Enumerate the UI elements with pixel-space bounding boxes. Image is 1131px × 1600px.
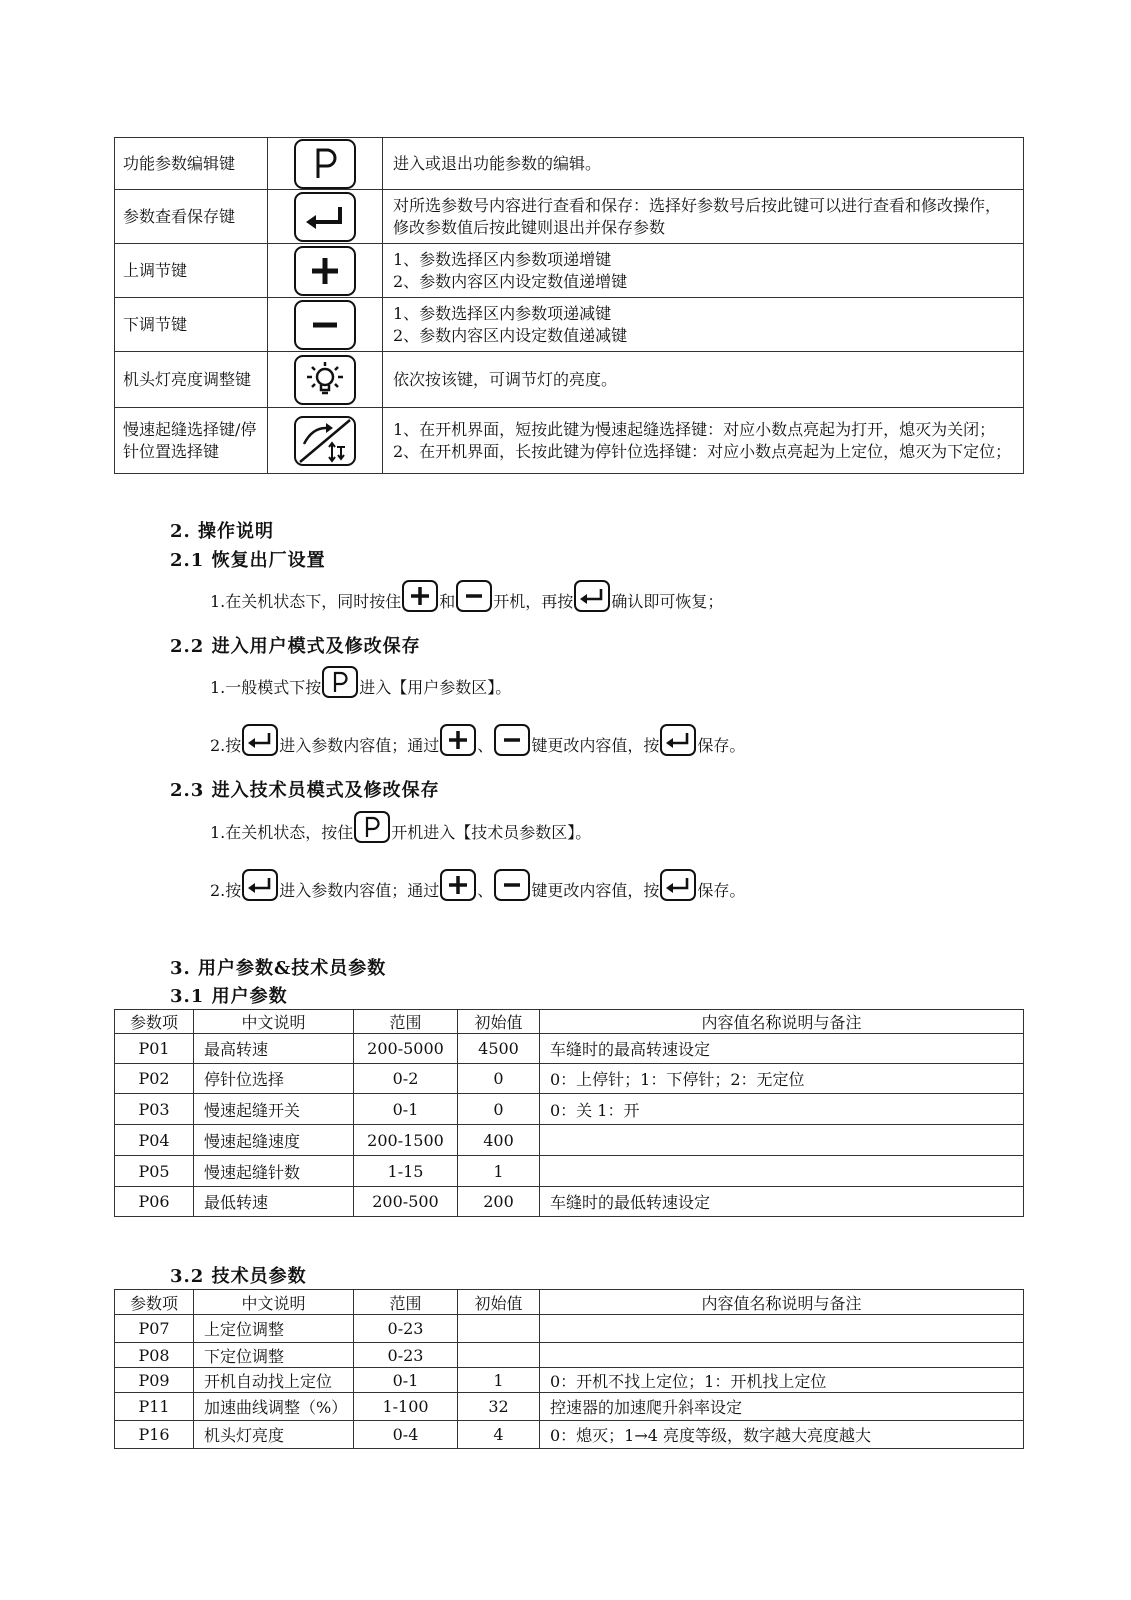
tech-mode-line-1: 1.在关机状态，按住 开机进入【技术员参数区】。 <box>210 811 591 843</box>
param-default-cell: 4500 <box>458 1034 540 1064</box>
param-id-cell: P04 <box>115 1125 194 1156</box>
tech-mode-line-2: 2.按 进入参数内容值；通过 、 键更改内容值，按 保存。 <box>210 869 745 901</box>
table-row <box>115 1343 1024 1368</box>
enter-key-icon <box>242 724 278 756</box>
enter-key-icon <box>660 724 696 756</box>
header-cell: 初始值 <box>458 1290 540 1315</box>
key-desc-line: 1、参数选择区内参数项递减键 <box>393 303 612 323</box>
table-header-row <box>115 1010 1024 1034</box>
param-range-cell: 200-5000 <box>354 1034 458 1064</box>
key-row-slow-start <box>115 408 1024 474</box>
param-range-cell: 0-2 <box>354 1064 458 1094</box>
enter-key-icon <box>660 869 696 901</box>
section-2-2-title: 2.2 进入用户模式及修改保存 <box>170 636 421 657</box>
plus-key-icon <box>402 580 438 612</box>
param-name-cell: 最高转速 <box>194 1034 354 1064</box>
param-default-cell: 200 <box>458 1187 540 1217</box>
param-default-cell: 0 <box>458 1064 540 1094</box>
table-row <box>115 1094 1024 1125</box>
param-id-cell: P02 <box>115 1064 194 1094</box>
param-default-cell: 1 <box>458 1368 540 1393</box>
table-row <box>115 1315 1024 1343</box>
user-mode-line-2: 2.按 进入参数内容值；通过 、 键更改内容值，按 保存。 <box>210 724 745 756</box>
section-2-1-title: 2.1 恢复出厂设置 <box>170 550 326 571</box>
param-note-cell: 0：上停针；1：下停针；2：无定位 <box>540 1064 1024 1094</box>
plus-key-icon <box>294 246 356 296</box>
param-note-cell: 0：关 1：开 <box>540 1094 1024 1125</box>
param-name-cell: 最低转速 <box>194 1187 354 1217</box>
table-row <box>115 1421 1024 1449</box>
key-row-p <box>115 138 1024 190</box>
user-mode-line-1: 1.一般模式下按 进入【用户参数区】。 <box>210 666 511 698</box>
param-note-cell <box>540 1315 1024 1343</box>
param-name-cell: 下定位调整 <box>194 1343 354 1368</box>
param-name-cell: 慢速起缝开关 <box>194 1094 354 1125</box>
param-range-cell: 0-1 <box>354 1368 458 1393</box>
plus-key-icon <box>440 869 476 901</box>
table-row <box>115 1034 1024 1064</box>
key-name: 机头灯亮度调整键 <box>115 352 268 408</box>
param-id-cell: P06 <box>115 1187 194 1217</box>
technician-parameter-table <box>114 1289 1024 1449</box>
key-name: 慢速起缝选择键/停针位置选择键 <box>115 408 268 474</box>
plus-key-icon <box>440 724 476 756</box>
minus-key-icon <box>294 300 356 350</box>
param-default-cell: 4 <box>458 1421 540 1449</box>
enter-key-icon <box>294 192 356 242</box>
key-row-minus <box>115 298 1024 352</box>
param-id-cell: P01 <box>115 1034 194 1064</box>
header-cell: 范围 <box>354 1010 458 1034</box>
param-id-cell: P07 <box>115 1315 194 1343</box>
param-default-cell: 1 <box>458 1156 540 1187</box>
user-parameter-table <box>114 1009 1024 1217</box>
param-default-cell: 400 <box>458 1125 540 1156</box>
header-cell: 参数项 <box>115 1290 194 1315</box>
key-row-plus <box>115 244 1024 298</box>
param-name-cell: 上定位调整 <box>194 1315 354 1343</box>
header-cell: 初始值 <box>458 1010 540 1034</box>
section-2-title: 2. 操作说明 <box>170 521 275 542</box>
minus-key-icon <box>494 869 530 901</box>
minus-key-icon <box>456 580 492 612</box>
param-range-cell: 0-1 <box>354 1094 458 1125</box>
param-id-cell: P08 <box>115 1343 194 1368</box>
key-desc-line: 1、参数选择区内参数项递增键 <box>393 249 612 269</box>
param-range-cell: 200-500 <box>354 1187 458 1217</box>
header-cell: 内容值名称说明与备注 <box>540 1010 1024 1034</box>
param-note-cell: 0：开机不找上定位；1：开机找上定位 <box>540 1368 1024 1393</box>
p-key-icon <box>294 139 356 189</box>
table-row <box>115 1064 1024 1094</box>
param-note-cell: 0：熄灭；1→4 亮度等级，数字越大亮度越大 <box>540 1421 1024 1449</box>
param-name-cell: 停针位选择 <box>194 1064 354 1094</box>
key-function-table <box>114 137 1024 474</box>
key-name: 上调节键 <box>115 244 268 298</box>
param-name-cell: 开机自动找上定位 <box>194 1368 354 1393</box>
key-desc-line: 进入或退出功能参数的编辑。 <box>393 153 602 173</box>
key-row-light <box>115 352 1024 408</box>
key-name: 下调节键 <box>115 298 268 352</box>
param-name-cell: 慢速起缝针数 <box>194 1156 354 1187</box>
key-name: 参数查看保存键 <box>115 190 268 244</box>
section-2-3-title: 2.3 进入技术员模式及修改保存 <box>170 780 440 801</box>
table-row <box>115 1393 1024 1421</box>
key-desc-line: 2、参数内容区内设定数值递减键 <box>393 325 628 345</box>
header-cell: 范围 <box>354 1290 458 1315</box>
param-range-cell: 1-100 <box>354 1393 458 1421</box>
section-3-2-title: 3.2 技术员参数 <box>170 1266 307 1287</box>
param-range-cell: 200-1500 <box>354 1125 458 1156</box>
light-bulb-key-icon <box>294 355 356 405</box>
param-id-cell: P05 <box>115 1156 194 1187</box>
param-id-cell: P03 <box>115 1094 194 1125</box>
param-range-cell: 0-23 <box>354 1343 458 1368</box>
param-range-cell: 1-15 <box>354 1156 458 1187</box>
section-3-title: 3. 用户参数&技术员参数 <box>170 958 387 979</box>
key-row-enter <box>115 190 1024 244</box>
param-default-cell <box>458 1343 540 1368</box>
table-row <box>115 1156 1024 1187</box>
param-id-cell: P11 <box>115 1393 194 1421</box>
p-key-icon <box>322 666 358 698</box>
param-name-cell: 慢速起缝速度 <box>194 1125 354 1156</box>
param-note-cell: 车缝时的最高转速设定 <box>540 1034 1024 1064</box>
table-row <box>115 1125 1024 1156</box>
param-default-cell <box>458 1315 540 1343</box>
param-name-cell: 加速曲线调整（%） <box>194 1393 354 1421</box>
param-range-cell: 0-23 <box>354 1315 458 1343</box>
param-note-cell: 控速器的加速爬升斜率设定 <box>540 1393 1024 1421</box>
param-default-cell: 0 <box>458 1094 540 1125</box>
enter-key-icon <box>242 869 278 901</box>
header-cell: 参数项 <box>115 1010 194 1034</box>
key-desc-line: 2、参数内容区内设定数值递增键 <box>393 271 628 291</box>
param-note-cell <box>540 1156 1024 1187</box>
section-3-1-title: 3.1 用户参数 <box>170 986 288 1007</box>
param-note-cell <box>540 1343 1024 1368</box>
key-desc-line: 2、在开机界面，长按此键为停针位选择键：对应小数点亮起为上定位，熄灭为下定位； <box>393 441 1012 461</box>
table-header-row <box>115 1290 1024 1315</box>
key-desc-line: 对所选参数号内容进行查看和保存：选择好参数号后按此键可以进行查看和修改操作，修改参数值后按此键则退出并保存参数 <box>393 195 1002 237</box>
param-note-cell <box>540 1125 1024 1156</box>
key-desc-line: 1、在开机界面，短按此键为慢速起缝选择键：对应小数点亮起为打开，熄灭为关闭； <box>393 419 996 439</box>
minus-key-icon <box>494 724 530 756</box>
header-cell: 内容值名称说明与备注 <box>540 1290 1024 1315</box>
header-cell: 中文说明 <box>194 1010 354 1034</box>
restore-instruction: 1.在关机状态下，同时按住 和 开机，再按 确认即可恢复； <box>210 580 723 612</box>
header-cell: 中文说明 <box>194 1290 354 1315</box>
key-name: 功能参数编辑键 <box>115 138 268 190</box>
p-key-icon <box>354 811 390 843</box>
slow-start-needle-key-icon <box>294 416 356 466</box>
param-name-cell: 机头灯亮度 <box>194 1421 354 1449</box>
param-default-cell: 32 <box>458 1393 540 1421</box>
enter-key-icon <box>574 580 610 612</box>
table-row <box>115 1187 1024 1217</box>
param-note-cell: 车缝时的最低转速设定 <box>540 1187 1024 1217</box>
param-id-cell: P09 <box>115 1368 194 1393</box>
param-id-cell: P16 <box>115 1421 194 1449</box>
table-row <box>115 1368 1024 1393</box>
key-desc-line: 依次按该键，可调节灯的亮度。 <box>393 369 618 389</box>
param-range-cell: 0-4 <box>354 1421 458 1449</box>
